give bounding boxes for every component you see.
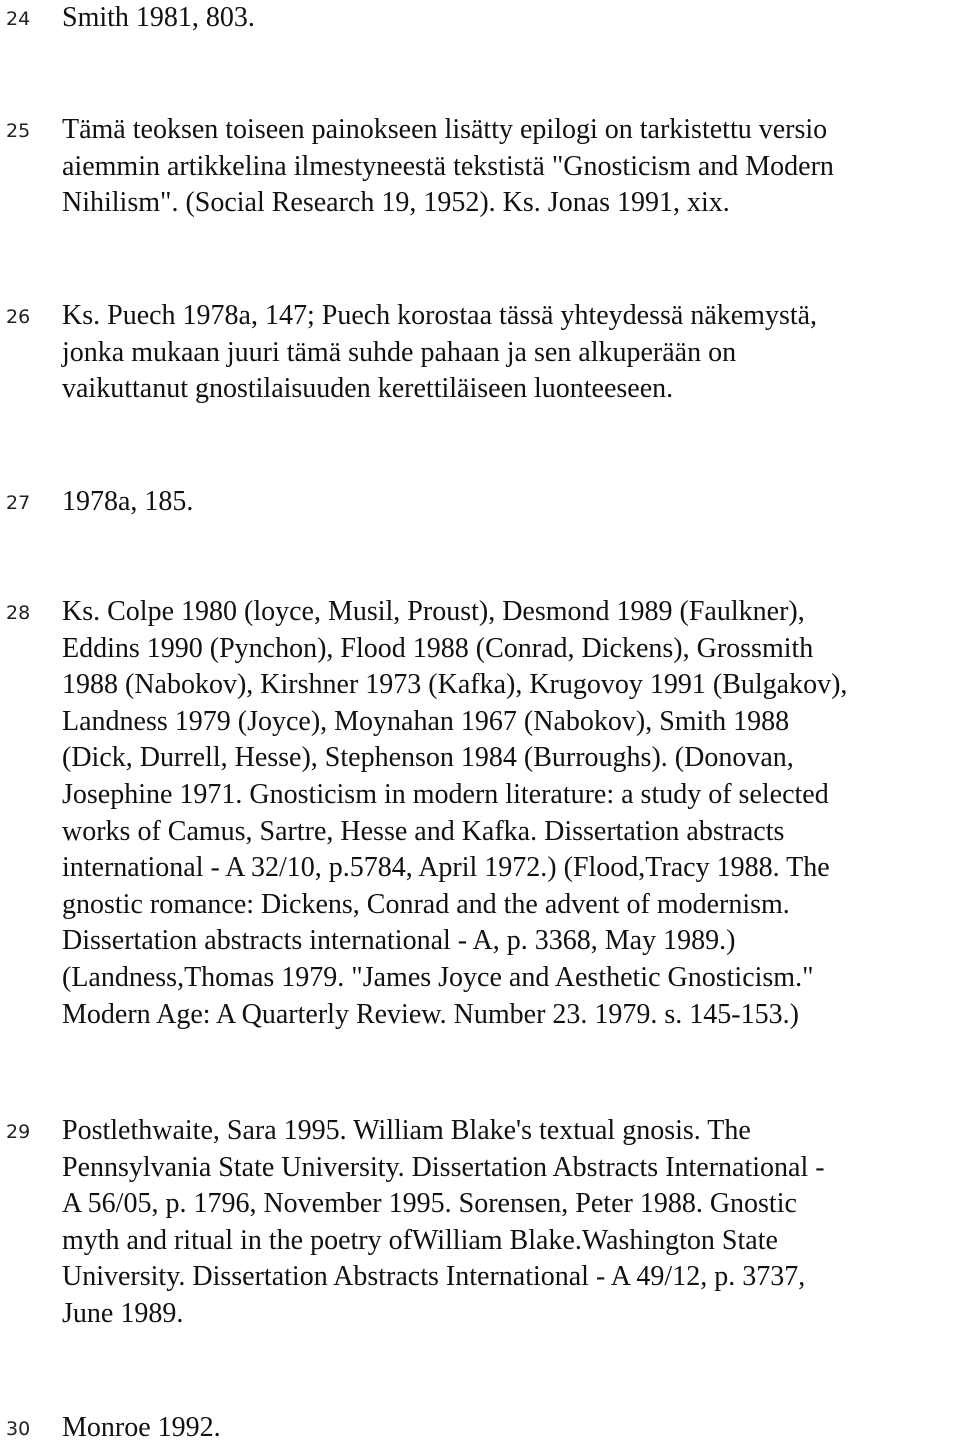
footnote-number: 29 bbox=[6, 1121, 31, 1143]
footnote-text: Ks. Colpe 1980 (loyce, Musil, Proust), Desmond 1989 (Faulkner), Eddins 1990 (Pynchon), Flood 1988 (Conrad, Dickens), Grossmith 1988 (Nabokov), Kirshner 1973 (Kafka), Krugovoy 1991 (Bulgakov), Landness 1979 (Joyce), Moynahan 1967 (Nabokov), Smith 1988 (Dick, Durrell, Hesse), Stephenson 1984 (Burroughs). (Donovan, Josephine 1971. Gnosticism in modern literature: a study of selected works of Camus, Sartre, Hesse and Kafka. Dissertation abstracts international - A 32/10, p.5784, April 1972.) (Flood,Tracy 1988. The gnostic romance: Dickens, Conrad and the advent of modernism. Dissertation abstracts international - A, p. 3368, May 1989.) (Landness,Thomas 1979. "James Joyce and Aesthetic Gnosticism." Modern Age: A Quarterly Review. Number 23. 1979. s. 145-153.) bbox=[62, 596, 848, 1030]
footnote-text: Ks. Puech 1978a, 147; Puech korostaa tässä yhteydessä näkemystä, jonka mukaan juuri tämä suhde pahaan ja sen alkuperään on vaikuttanut gnostilaisuuden kerettiläiseen luonteeseen. bbox=[62, 300, 818, 405]
footnote-number: 26 bbox=[6, 306, 31, 328]
footnote-number: 25 bbox=[6, 120, 31, 142]
footnote-text: 1978a, 185. bbox=[62, 486, 194, 517]
footnote-number: 30 bbox=[6, 1418, 31, 1440]
footnote-text: Postlethwaite, Sara 1995. William Blake's textual gnosis. The Pennsylvania State University. Dissertation Abstracts International - A 56/05, p. 1796, November 1995. Sorensen, Peter 1988. Gnostic myth and ritual in the poetry ofWilliam Blake.Washington State University. Dissertation Abstracts International - A 49/12, p. 3737, June 1989. bbox=[62, 1115, 825, 1329]
footnote-number: 28 bbox=[6, 602, 31, 624]
footnote-number: 27 bbox=[6, 492, 31, 514]
footnote-text: Smith 1981, 803. bbox=[62, 2, 255, 33]
footnote-text: Monroe 1992. bbox=[62, 1412, 221, 1443]
footnote-number: 24 bbox=[6, 8, 31, 30]
footnote-text: Tämä teoksen toiseen painokseen lisätty epilogi on tarkistettu versio aiemmin artikkelina ilmestyneestä tekstistä "Gnosticism and Modern Nihilism". (Social Research 19, 1952). Ks. Jonas 1991, xix. bbox=[62, 114, 834, 219]
